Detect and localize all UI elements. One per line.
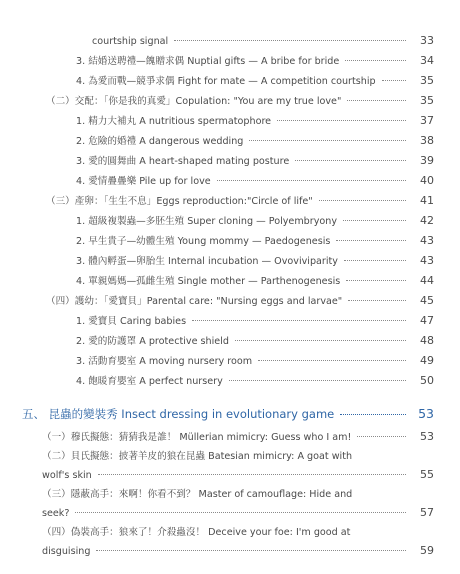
toc-entry[interactable] bbox=[76, 334, 434, 349]
toc-entry-title: 4. 愛情疊疊樂 Pile up for love bbox=[76, 176, 211, 187]
toc-entry-page: 39 bbox=[420, 154, 434, 167]
toc-entry-page: 53 bbox=[420, 430, 434, 443]
toc-entry[interactable] bbox=[76, 134, 434, 149]
leader-dots bbox=[344, 260, 406, 261]
leader-dots bbox=[277, 120, 406, 121]
leader-dots bbox=[345, 60, 406, 61]
toc-section-heading[interactable] bbox=[22, 406, 434, 422]
toc-entry-page: 43 bbox=[420, 234, 434, 247]
leader-dots bbox=[336, 240, 406, 241]
toc-entry[interactable] bbox=[76, 174, 434, 189]
toc-subheading-continued[interactable] bbox=[42, 506, 434, 521]
toc-entry-page: 43 bbox=[420, 254, 434, 267]
toc-subheading[interactable] bbox=[42, 488, 434, 502]
leader-dots bbox=[192, 320, 406, 321]
toc-entry-title: 4. 為愛而戰—競爭求偶 Fight for mate — A competition courtship bbox=[76, 76, 376, 87]
section-title: 五、 昆蟲的變裝秀 Insect dressing in evolutionary game bbox=[22, 407, 335, 421]
toc-subheading[interactable] bbox=[42, 526, 434, 540]
toc-entry-title: 4. 單親媽媽—孤雌生殖 Single mother — Parthenogenesis bbox=[76, 276, 341, 287]
leader-dots bbox=[249, 140, 406, 141]
leader-dots bbox=[229, 380, 406, 381]
toc-entry-title: 1. 超級複製蟲—多胚生殖 Super cloning — Polyembryony bbox=[76, 216, 338, 227]
leader-dots bbox=[319, 200, 406, 201]
toc-entry-title: courtship signal bbox=[92, 36, 169, 47]
toc-subheading-title: （三）隱蔽高手：來啊！你看不到？ Master of camouflage: Hide and bbox=[42, 489, 353, 500]
toc-subheading[interactable] bbox=[46, 294, 434, 309]
toc-entry-page: 47 bbox=[420, 314, 434, 327]
section-page: 53 bbox=[418, 406, 434, 421]
toc-entry-page: 59 bbox=[420, 544, 434, 557]
toc-entry[interactable] bbox=[76, 254, 434, 269]
leader-dots bbox=[348, 300, 406, 301]
leader-dots bbox=[347, 100, 406, 101]
toc-subheading-continued[interactable] bbox=[42, 468, 434, 483]
toc-entry-page: 42 bbox=[420, 214, 434, 227]
toc-entry-page: 49 bbox=[420, 354, 434, 367]
leader-dots bbox=[258, 360, 406, 361]
toc-entry-page: 33 bbox=[420, 34, 434, 47]
toc-entry-title: 3. 結婚送聘禮—餽贈求偶 Nuptial gifts — A bribe for bride bbox=[76, 56, 340, 67]
toc-entry-page: 45 bbox=[420, 294, 434, 307]
toc-subheading-title: （二）交配：「你是我的真愛」Copulation: "You are my true love" bbox=[46, 96, 342, 107]
toc-subheading[interactable] bbox=[42, 450, 434, 464]
toc-entry-page: 50 bbox=[420, 374, 434, 387]
leader-dots bbox=[174, 40, 406, 41]
toc-entry-page: 41 bbox=[420, 194, 434, 207]
toc-entry-title: 1. 愛寶貝 Caring babies bbox=[76, 316, 187, 327]
toc-subheading-title: （二）貝氏擬態：披著羊皮的狼在昆蟲 Batesian mimicry: A goat with bbox=[42, 451, 353, 462]
toc-entry[interactable] bbox=[76, 114, 434, 129]
toc-entry-page: 48 bbox=[420, 334, 434, 347]
toc-subheading-title: wolf's skin bbox=[42, 470, 92, 481]
leader-dots bbox=[343, 220, 406, 221]
toc-entry[interactable] bbox=[92, 34, 434, 49]
toc-entry-page: 34 bbox=[420, 54, 434, 67]
toc-entry-title: 2. 危險的婚禮 A dangerous wedding bbox=[76, 136, 244, 147]
toc-entry[interactable] bbox=[76, 54, 434, 69]
leader-dots bbox=[340, 414, 406, 415]
toc-subheading-title: （四）護幼：「愛寶貝」Parental care: "Nursing eggs and larvae" bbox=[46, 296, 343, 307]
leader-dots bbox=[346, 280, 406, 281]
toc-entry[interactable] bbox=[76, 234, 434, 249]
leader-dots bbox=[75, 512, 406, 513]
toc-entry[interactable] bbox=[76, 74, 434, 89]
toc-entry[interactable] bbox=[76, 214, 434, 229]
leader-dots bbox=[382, 80, 406, 81]
toc-entry-title: 3. 體內孵蛋—卵胎生 Internal incubation — Ovoviviparity bbox=[76, 256, 338, 267]
toc-subheading-title: （四）偽裝高手：狼來了！介殺蟲沒！ Deceive your foe: I'm good at bbox=[42, 527, 351, 538]
toc-subheading-title: （一）穆氏擬態：猜猜我是誰！ Müllerian mimicry: Guess who I am! bbox=[42, 432, 352, 443]
toc-entry-page: 57 bbox=[420, 506, 434, 519]
toc-subheading[interactable] bbox=[42, 430, 434, 445]
leader-dots bbox=[295, 160, 406, 161]
toc-entry-title: 3. 愛的圓舞曲 A heart-shaped mating posture bbox=[76, 156, 290, 167]
toc-entry-title: 1. 精力大補丸 A nutritious spermatophore bbox=[76, 116, 272, 127]
toc-subheading-continued[interactable] bbox=[42, 544, 434, 559]
leader-dots bbox=[217, 180, 406, 181]
toc-entry-title: 2. 早生貴子—幼體生殖 Young mommy — Paedogenesis bbox=[76, 236, 331, 247]
toc-entry[interactable] bbox=[76, 154, 434, 169]
toc-entry-page: 38 bbox=[420, 134, 434, 147]
toc-subheading[interactable] bbox=[46, 194, 434, 209]
toc-entry-page: 55 bbox=[420, 468, 434, 481]
leader-dots bbox=[96, 550, 406, 551]
leader-dots bbox=[235, 340, 406, 341]
toc-subheading-title: seek? bbox=[42, 508, 70, 519]
toc-entry-page: 35 bbox=[420, 94, 434, 107]
toc-entry[interactable] bbox=[76, 354, 434, 369]
toc-entry-page: 40 bbox=[420, 174, 434, 187]
toc-entry[interactable] bbox=[76, 314, 434, 329]
toc-entry[interactable] bbox=[76, 274, 434, 289]
toc-entry-page: 37 bbox=[420, 114, 434, 127]
toc-subheading[interactable] bbox=[46, 94, 434, 109]
toc-subheading-title: （三）產卵：「生生不息」Eggs reproduction:"Circle of life" bbox=[46, 196, 313, 207]
leader-dots bbox=[98, 474, 406, 475]
toc-subheading-title: disguising bbox=[42, 546, 91, 557]
toc-entry-page: 44 bbox=[420, 274, 434, 287]
toc-entry-page: 35 bbox=[420, 74, 434, 87]
toc-entry-title: 2. 愛的防護罩 A protective shield bbox=[76, 336, 229, 347]
toc-entry-title: 4. 飽暖育嬰室 A perfect nursery bbox=[76, 376, 223, 387]
leader-dots bbox=[357, 436, 406, 437]
toc-entry-title: 3. 活動育嬰室 A moving nursery room bbox=[76, 356, 253, 367]
toc-entry[interactable] bbox=[76, 374, 434, 389]
